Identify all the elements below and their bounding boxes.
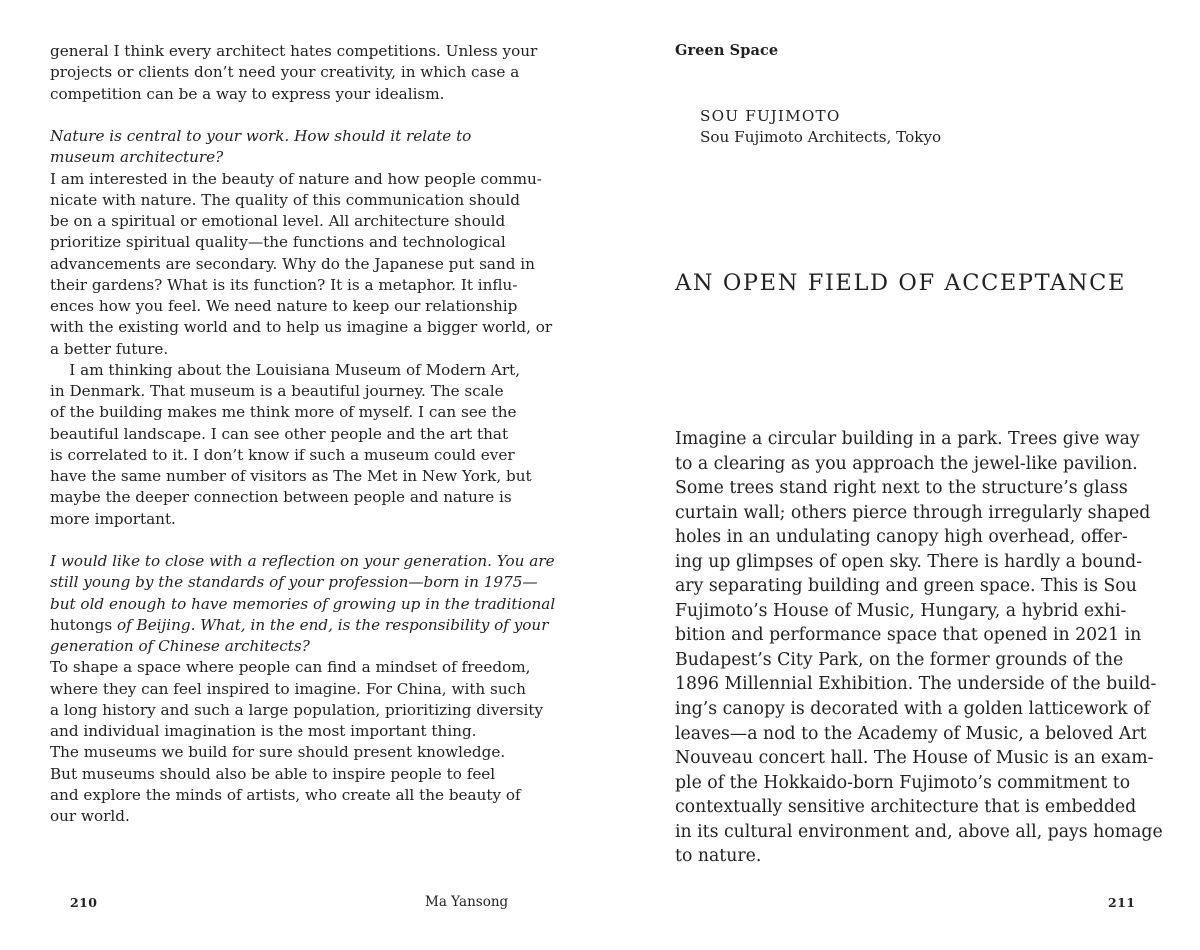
text-line: curtain wall; others pierce through irregularly shaped (675, 502, 1151, 523)
text-line: in its cultural environment and, above all, pays homage (675, 821, 1163, 842)
text-line-content: maybe the deeper connection between people and nature is (50, 488, 512, 507)
text-line-content: But museums should also be able to inspire people to feel (50, 764, 496, 783)
text-line: Imagine a circular building in a park. Trees give way (675, 429, 1140, 449)
text-line-roman-word: hutongs (50, 615, 117, 634)
text-line-content: but old enough to have memories of growing up in the traditional (50, 594, 556, 613)
author-block (700, 106, 941, 148)
text-line: to nature. (675, 846, 762, 867)
text-line-content: museum architecture? (50, 148, 224, 167)
text-line (50, 764, 570, 785)
text-line (50, 487, 570, 508)
text-line (50, 41, 570, 62)
text-line-content: I would like to close with a reflection on your generation. You are (50, 552, 555, 570)
text-line: leaves—a nod to the Academy of Music, a beloved Art (675, 723, 1147, 744)
text-line-content: generation of Chinese architects? (50, 637, 310, 655)
text-line: contextually sensitive architecture that is embedded (675, 797, 1137, 818)
text-line-content: I am interested in the beauty of nature and how people commu- (50, 169, 542, 188)
text-line-content: is correlated to it. I don’t know if such a museum could ever (50, 445, 515, 464)
text-line (50, 190, 570, 211)
text-line-content: still young by the standards of your profession—born in 1975— (50, 573, 538, 592)
text-line-content: beautiful landscape. I can see other people and the art that (50, 424, 509, 443)
text-line (50, 360, 570, 381)
text-line (50, 615, 570, 636)
text-line (50, 551, 570, 572)
text-line-content: be on a spiritual or emotional level. All architecture should (50, 212, 506, 230)
text-line (50, 126, 570, 147)
text-line: to a clearing as you approach the jewel-like pavilion. (675, 453, 1138, 474)
text-line (50, 636, 570, 657)
text-line (50, 105, 570, 126)
text-line-content: of Beijing. What, in the end, is the responsibility of your (116, 615, 549, 634)
intro-paragraph (675, 427, 1175, 869)
text-line (50, 806, 570, 827)
text-line (50, 445, 570, 466)
text-line-content: I am thinking about the Louisiana Museum of Modern Art, (50, 360, 521, 379)
text-line (50, 466, 570, 487)
text-line-content: prioritize spiritual quality—the functions and technological (50, 233, 506, 252)
text-line-content: competition can be a way to express your idealism. (50, 84, 445, 103)
text-line: ple of the Hokkaido-born Fujimoto’s commitment to (675, 772, 1131, 793)
text-line-content: in Denmark. That museum is a beautiful journey. The scale (50, 382, 504, 400)
right-page (600, 0, 1200, 950)
text-line-content: where they can feel inspired to imagine. For China, with such (50, 679, 526, 698)
text-line-content: of the building makes me think more of myself. I can see the (50, 403, 517, 422)
text-line-content: their gardens? What is its function? It is a metaphor. It influ- (50, 275, 518, 294)
text-line: Some trees stand right next to the structure’s glass (675, 478, 1128, 499)
text-line (50, 147, 570, 168)
text-line-content: a long history and such a large population, prioritizing diversity (50, 700, 544, 719)
text-line-content: our world. (50, 807, 130, 825)
text-line (50, 721, 570, 742)
text-line (50, 742, 570, 763)
text-line (50, 785, 570, 806)
text-line-content: The museums we build for sure should present knowledge. (50, 743, 506, 762)
text-line (50, 254, 570, 275)
text-line (50, 509, 570, 530)
text-line (50, 339, 570, 360)
text-line: ing up glimpses of open sky. There is hardly a bound- (675, 551, 1143, 572)
chapter-title: AN OPEN FIELD OF ACCEPTANCE (675, 270, 1127, 296)
text-line (50, 381, 570, 402)
text-line: Budapest’s City Park, on the former grounds of the (675, 649, 1124, 670)
text-line (50, 84, 570, 105)
text-line (50, 424, 570, 445)
text-line (50, 296, 570, 317)
text-line (50, 530, 570, 551)
text-line-content: and explore the minds of artists, who create all the beauty of (50, 785, 521, 804)
text-line: bition and performance space that opened in 2021 in (675, 625, 1142, 646)
text-line (50, 62, 570, 83)
text-line (50, 572, 570, 593)
text-line-content: Nature is central to your work. How should it relate to (50, 127, 472, 145)
text-line (50, 679, 570, 700)
text-line: ary separating building and green space. This is Sou (675, 576, 1137, 597)
text-line: Fujimoto’s House of Music, Hungary, a hybrid exhi- (675, 600, 1127, 621)
text-line-content: and individual imagination is the most important thing. (50, 722, 477, 740)
page-number-left: 210 (70, 895, 98, 910)
text-line: holes in an undulating canopy high overhead, offer- (675, 527, 1128, 548)
author-name: SOU FUJIMOTO (700, 107, 841, 125)
text-line-content: ences how you feel. We need nature to keep our relationship (50, 297, 518, 315)
text-line (50, 402, 570, 423)
text-line: ing’s canopy is decorated with a golden latticework of (675, 699, 1150, 720)
text-line (50, 700, 570, 721)
text-line (50, 232, 570, 253)
text-line-content: advancements are secondary. Why do the Japanese put sand in (50, 254, 535, 273)
running-foot: Ma Yansong (425, 894, 509, 910)
text-line-content: have the same number of visitors as The Met in New York, but (50, 467, 532, 485)
text-line (50, 275, 570, 296)
text-line (50, 211, 570, 232)
text-line (50, 594, 570, 615)
text-line-content: with the existing world and to help us imagine a bigger world, or (50, 318, 553, 337)
text-line (50, 317, 570, 338)
author-firm: Sou Fujimoto Architects, Tokyo (700, 128, 942, 146)
running-head: Green Space (675, 42, 779, 59)
text-line (50, 657, 570, 678)
text-line-content: To shape a space where people can find a mindset of freedom, (50, 658, 531, 677)
text-line-content: general I think every architect hates competitions. Unless your (50, 42, 538, 60)
text-line-content: a better future. (50, 339, 169, 358)
text-line: 1896 Millennial Exhibition. The underside of the build- (675, 674, 1157, 695)
interview-text (50, 41, 570, 827)
page-number-right: 211 (1108, 895, 1136, 910)
text-line: Nouveau concert hall. The House of Music is an exam- (675, 748, 1154, 769)
text-line-content: nicate with nature. The quality of this communication should (50, 190, 521, 209)
text-line-content: more important. (50, 509, 176, 528)
text-line (50, 169, 570, 190)
text-line-content: projects or clients don’t need your creativity, in which case a (50, 63, 520, 82)
